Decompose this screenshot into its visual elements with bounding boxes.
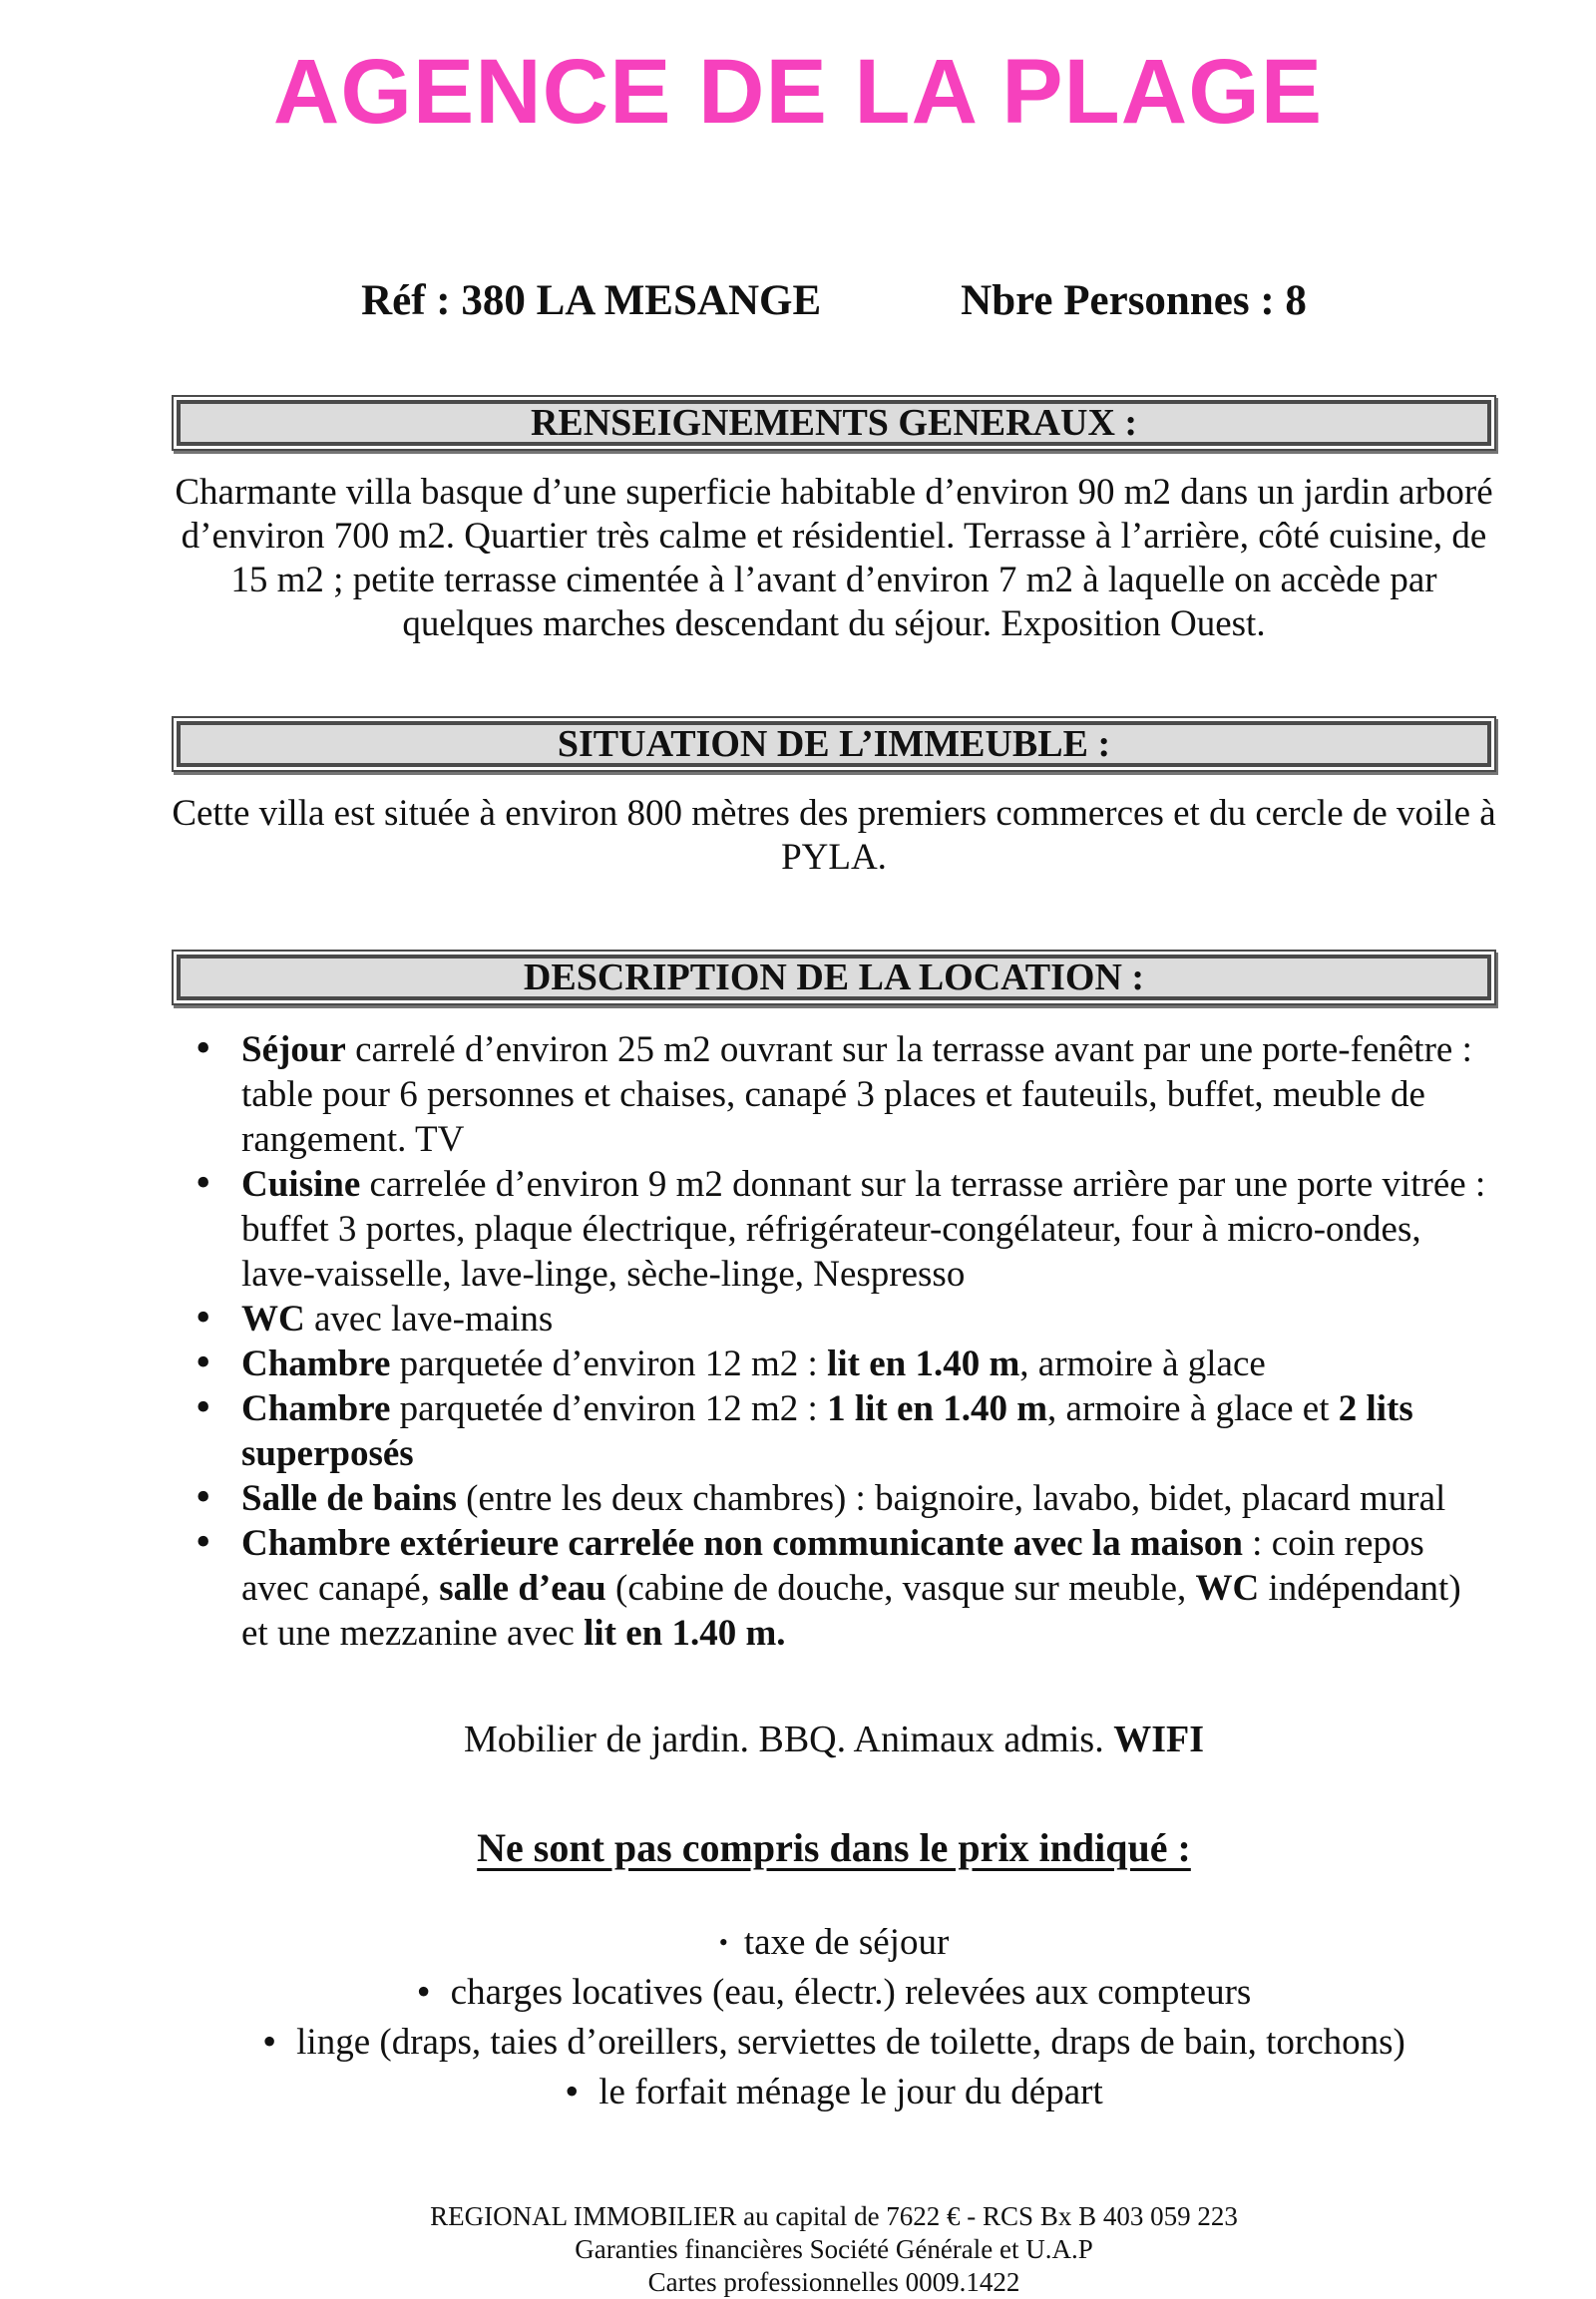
section-title: SITUATION DE L’IMMEUBLE : [557, 723, 1111, 765]
list-item: • WC avec lave-mains [172, 1297, 1496, 1341]
list-item: • charges locatives (eau, électr.) relevées aux compteurs [172, 1967, 1496, 2017]
list-item: • linge (draps, taies d’oreillers, serviettes de toilette, draps de bain, torchons) [172, 2017, 1496, 2067]
section-header-renseignements [172, 395, 1496, 451]
reference-number: Réf : 380 LA MESANGE [361, 277, 822, 324]
section-title: RENSEIGNEMENTS GENERAUX : [530, 402, 1138, 444]
section-header-description-location [172, 950, 1496, 1005]
section-header-situation [172, 716, 1496, 772]
general-description-paragraph: Charmante villa basque d’une superficie habitable d’environ 90 m2 dans un jardin arboré d’environ 700 m2. Quartier très calme et résidentiel. Terrasse à l’arrière, côté cuisine, de 15 m2 ; petite terrasse cimentée à l’avant d’environ 7 m2 à laquelle on accède par quelques marches descendant du séjour. Exposition Ouest. [175, 472, 1493, 644]
list-item: • Chambre parquetée d’environ 12 m2 : 1 lit en 1.40 m, armoire à glace et 2 lits superposés [172, 1386, 1496, 1476]
not-included-heading: Ne sont pas compris dans le prix indiqué : [477, 1825, 1191, 1870]
amenities-line: Mobilier de jardin. BBQ. Animaux admis. WIFI [463, 1719, 1204, 1760]
list-item: • Salle de bains (entre les deux chambres) : baignoire, lavabo, bidet, placard mural [172, 1476, 1496, 1521]
reference-line [172, 277, 1496, 325]
page-content [0, 277, 1596, 2299]
footer-line-capital: REGIONAL IMMOBILIER au capital de 7622 € - RCS Bx B 403 059 223 [430, 2201, 1238, 2231]
list-item: • Séjour carrelé d’environ 25 m2 ouvrant sur la terrasse avant par une porte-fenêtre : table pour 6 personnes et chaises, canapé 3 places et fauteuils, buffet, meuble de rangement. TV [172, 1027, 1496, 1162]
list-item: • Cuisine carrelée d’environ 9 m2 donnant sur la terrasse arrière par une porte vitrée : buffet 3 portes, plaque électrique, réfrigérateur-congélateur, four à micro-ondes, lave-vaisselle, lave-linge, sèche-linge, Nespresso [172, 1162, 1496, 1297]
list-item: • Chambre extérieure carrelée non communicante avec la maison : coin repos avec canapé, salle d’eau (cabine de douche, vasque sur meuble, WC indépendant) et une mezzanine avec lit en 1.40 m. [172, 1521, 1496, 1656]
situation-paragraph: Cette villa est située à environ 800 mètres des premiers commerces et du cercle de voile à PYLA. [172, 793, 1496, 878]
list-item: • le forfait ménage le jour du départ [172, 2067, 1496, 2116]
footer-line-cartes: Cartes professionnelles 0009.1422 [647, 2267, 1020, 2297]
list-item: • taxe de séjour [172, 1918, 1496, 1967]
footer-line-garanties: Garanties financières Société Générale et U.A.P [575, 2234, 1093, 2264]
section-title: DESCRIPTION DE LA LOCATION : [523, 957, 1145, 998]
legal-footer [172, 2200, 1496, 2299]
persons-count: Nbre Personnes : 8 [961, 277, 1307, 324]
rental-description-list [172, 1027, 1496, 1656]
agency-title: AGENCE DE LA PLAGE [272, 41, 1324, 143]
not-included-list [172, 1918, 1496, 2116]
list-item: • Chambre parquetée d’environ 12 m2 : lit en 1.40 m, armoire à glace [172, 1341, 1496, 1386]
